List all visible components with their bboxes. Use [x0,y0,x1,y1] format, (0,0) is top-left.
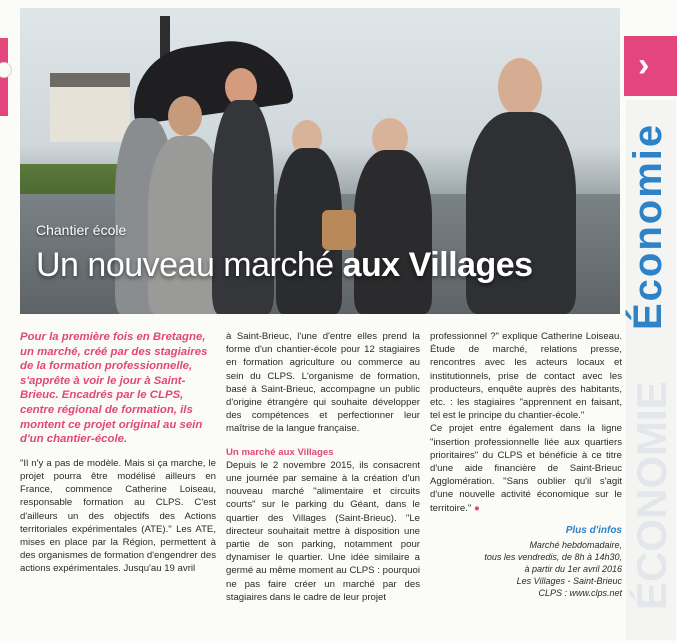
chevron-right-icon: › [638,46,650,84]
end-mark-icon: ● [473,502,480,514]
article-photo [20,8,620,314]
section-watermark: ÉCONOMIE [628,381,675,610]
info-line: Les Villages - Saint-Brieuc [516,575,622,586]
info-line: tous les vendredis, de 8h à 14h30, [484,551,622,562]
text-column-1 [20,330,216,576]
photo-umbrella [126,33,294,125]
info-box [430,525,622,599]
subheading: Un marché aux Villages [226,446,334,458]
binder-hole [0,62,12,78]
photo-handbag [322,210,356,250]
paragraph: Depuis le 2 novembre 2015, ils consacrent une journée par semaine à la création d'un nouveau marché "alimentaire et circuits courts" sur le parking du Géant, dans le quartier des Villages (Saint-Brieuc). "Le directeur souhaitait mettre à disposition une partie de son parking, notamment pour dynamiser le quartier. Une idée similaire a germé au même moment au CLPS : pourquoi ne pas faire créer un marché par des stagiaires dans le cadre de leur projet [226,459,420,603]
photo-person-head [498,58,542,116]
section-tab [624,36,677,96]
paragraph: professionnel ?" explique Catherine Loiseau. Étude de marché, relations presse, rencontres avec les acteurs locaux et institutionnels, prise de contact avec les producteurs, enquête auprès des habitants, etc. : les stagiaires "apprennent en faisant, tel est le principe du chantier-école." [430,331,622,422]
article-title-part2: aux Villages [333,246,533,284]
paragraph [430,422,622,514]
article-kicker: Chantier école [36,222,127,238]
spacer [20,447,216,457]
article-title-part1: Un nouveau marché [36,246,334,284]
info-line: CLPS : www.clps.net [538,587,622,598]
section-label: Économie [626,122,670,330]
text-column-3 [430,330,622,599]
photo-house [50,73,130,142]
photo-person-head [168,96,202,136]
text-column-2 [226,330,420,604]
paragraph-text: Ce projet entre également dans la ligne "insertion professionnelle liée aux quartiers prioritaires" du CLPS et bénéficie à ce titre d'une aide financière de Saint-Brieuc Agglomération. "Sans oublier qu'il s'agit d'une nouvelle activité économique sur le territoire." [430,423,622,514]
article-title [36,246,533,285]
paragraph: à Saint-Brieuc, l'une d'entre elles prend la forme d'un chantier-école pour 12 stagiaires en formation agriculture ou commerce au sein du CLPS. L'organisme de formation, basé à Saint-Brieuc, accompagne un public d'origine étrangère qui souhaite développer des compétences et perfectionner leur maîtrise de la langue française. [226,331,420,435]
info-line: à partir du 1er avril 2016 [524,563,622,574]
photo-person [354,150,432,314]
paragraph: "Il n'y a pas de modèle. Mais si ça marche, le projet pourra être modélisé ailleurs en France, commence Catherine Loiseau, responsable formation au CLPS. C'est d'ailleurs un des objectifs des Actions territoriales expérimentales (ATE)." Les ATE, mises en place par la Région, permettent à des organismes de formation d'engendrer des actions expérimentales. Jusqu'au 19 avril [20,457,216,575]
info-line: Marché hebdomadaire, [529,539,622,550]
info-title: Plus d'infos [565,524,622,536]
article-lead: Pour la première fois en Bretagne, un marché, créé par des stagiaires de la formation professionnelle, s'apprête à voir le jour à Saint-Brieuc. Encadrés par le CLPS, centre régional de formation, ils montent ce projet original au sein d'un chantier-école. [20,331,208,446]
